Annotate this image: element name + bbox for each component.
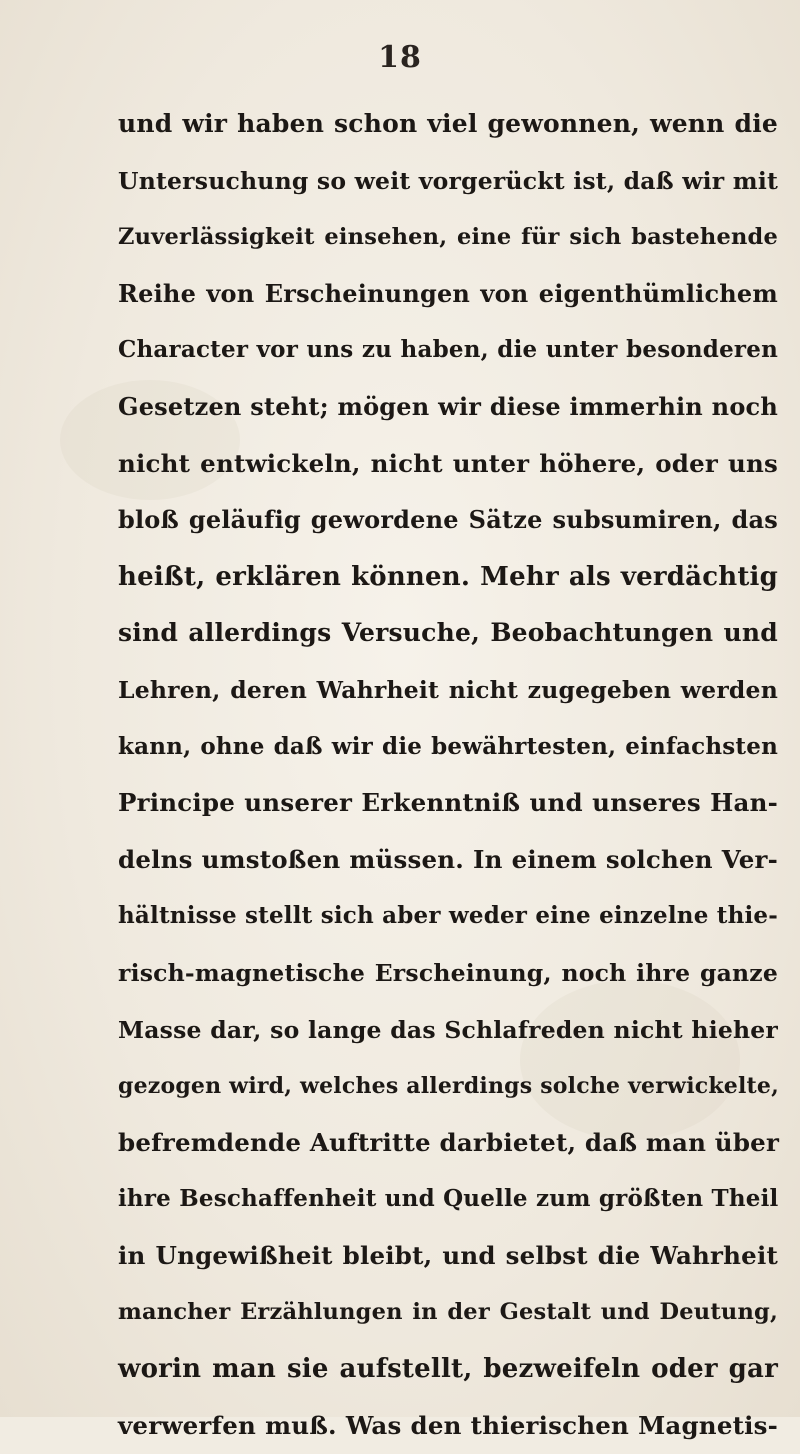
text-line: Principe unserer Erkenntniß und unseres Han- xyxy=(118,788,778,818)
text-line: hältnisse stellt sich aber weder eine einzelne thie- xyxy=(118,902,779,930)
text-line: gezogen wird, welches allerdings solche verwickelte, xyxy=(118,1073,779,1100)
text-line: Gesetzen steht; mögen wir diese immerhin noch xyxy=(118,391,778,421)
text-line: sind allerdings Versuche, Beobachtungen und xyxy=(118,618,778,648)
body-text xyxy=(118,96,778,1454)
text-line: in Ungewißheit bleibt, und selbst die Wahrheit xyxy=(118,1240,778,1270)
text-line: delns umstoßen müssen. In einem solchen Ver- xyxy=(118,844,778,874)
text-line: heißt, erklären können. Mehr als verdächtig xyxy=(118,561,778,592)
text-line: bloß geläufig gewordene Sätze subsumiren, das xyxy=(118,505,778,535)
text-line: Reihe von Erscheinungen von eigenthümlichem xyxy=(118,278,778,308)
text-line: risch-magnetische Erscheinung, noch ihre ganze xyxy=(118,958,778,987)
text-line: Lehren, deren Wahrheit nicht zugegeben werden xyxy=(118,675,778,704)
text-line: Masse dar, so lange das Schlafreden nicht hieher xyxy=(118,1015,778,1044)
text-line: kann, ohne daß wir die bewährtesten, einfachsten xyxy=(118,732,778,760)
text-line: worin man sie aufstellt, bezweifeln oder gar xyxy=(118,1354,778,1385)
text-line: mancher Erzählungen in der Gestalt und Deutung, xyxy=(118,1299,778,1326)
text-line: ihre Beschaffenheit und Quelle zum größten Theil xyxy=(118,1185,779,1213)
text-line: und wir haben schon viel gewonnen, wenn die xyxy=(118,109,778,138)
page-number: 18 xyxy=(378,40,422,75)
text-line: verwerfen muß. Was den thierischen Magnetis- xyxy=(118,1410,778,1440)
text-line: Character vor uns zu haben, die unter besonderen xyxy=(118,336,778,364)
text-line: befremdende Auftritte darbietet, daß man über xyxy=(118,1127,780,1157)
text-line: Zuverlässigkeit einsehen, eine für sich bastehende xyxy=(118,224,778,251)
text-line: nicht entwickeln, nicht unter höhere, oder uns xyxy=(118,448,778,478)
text-line: Untersuchung so weit vorgerückt ist, daß wir mit xyxy=(118,166,778,195)
